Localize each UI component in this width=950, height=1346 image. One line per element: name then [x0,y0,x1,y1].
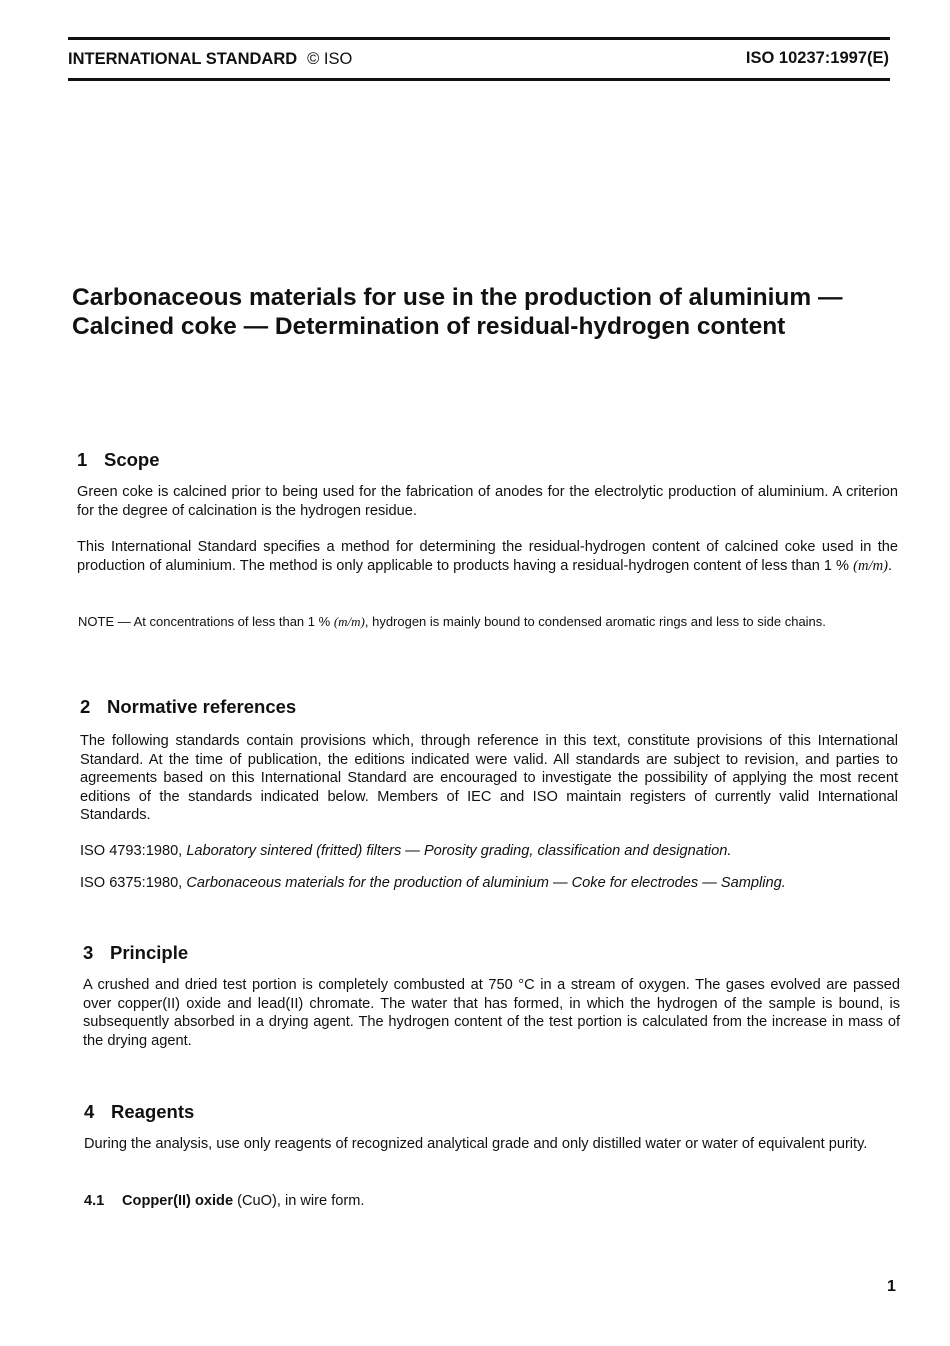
section-title: Scope [104,449,160,470]
principle-paragraph: A crushed and dried test portion is completely combusted at 750 °C in a stream of oxygen. The gases evolved are passed over copper(II) oxide and lead(II) chromate. The water that has formed, in which the hydrogen of the sample is bound, is subsequently absorbed in a drying agent. The hydrogen content of the test portion is calculated from the increase in mass of the drying agent. [83,977,900,1049]
item-number: 4.1 [84,1193,105,1209]
scope-note [78,612,898,631]
scope-p2-end: . [887,557,893,574]
section-title: Normative references [107,696,297,717]
section-heading-principle [83,942,188,964]
section-heading-reagents [84,1101,194,1123]
section-title: Principle [110,942,189,963]
normative-paragraph: The following standards contain provisions which, through reference in this text, constitute provisions of this International Standard. At the time of publication, the editions indicated were valid. All standards are subject to revision, and parties to agreements based on this International Standard are encouraged to investigate the possibility of applying the most recent editions of the standards indicated below. Members of IEC and ISO maintain registers of currently valid International Standards. [80,733,898,823]
header-standard-label [68,50,352,69]
reference-title: Laboratory sintered (fritted) filters — Porosity grading, classification and designation. [186,843,732,859]
section-number: 1 [77,449,88,470]
reagents-paragraph: During the analysis, use only reagents of recognized analytical grade and only distilled water or water of equivalent purity. [84,1136,868,1152]
normative-reference-1 [80,842,731,861]
scope-p2-text: This International Standard specifies a method for determining the residual-hydrogen content of calcined coke used in the production of aluminium. The method is only applicable to products having a residual-hydrogen content of less than 1 % [77,539,898,574]
reference-code: ISO 4793:1980, [80,843,183,859]
section-number: 2 [80,696,91,717]
title-line-1: Carbonaceous materials for use in the production of aluminium — [72,284,843,311]
header-top-rule [68,37,890,40]
section-number: 4 [84,1101,95,1122]
normative-reference-2 [80,874,786,893]
header-standard-number: ISO 10237:1997(E) [745,49,889,67]
section-title: Reagents [111,1101,195,1122]
section-number: 3 [83,942,94,963]
reference-title: Carbonaceous materials for the production of aluminium — Coke for electrodes — Sampling. [186,875,786,891]
scope-p2-unit: (m/m) [853,557,888,574]
scope-paragraph-2 [77,538,898,575]
section-heading-scope [77,449,160,471]
title-line-2: Calcined coke — Determination of residual-hydrogen content [72,313,786,340]
note-unit: (m/m) [333,614,365,629]
reagent-item-4-1 [84,1192,364,1211]
header-bottom-rule [68,78,890,81]
scope-paragraph-1: Green coke is calcined prior to being used for the fabrication of anodes for the electrolytic production of aluminium. A criterion for the degree of calcination is the hydrogen residue. [77,484,898,519]
header-type: INTERNATIONAL STANDARD [68,50,298,68]
page-number: 1 [887,1278,896,1295]
document-title [72,283,912,341]
note-text-a: NOTE — At concentrations of less than 1 % [78,614,331,629]
reference-code: ISO 6375:1980, [80,875,183,891]
item-description: (CuO), in wire form. [233,1193,365,1209]
header-copyright: © ISO [307,50,353,68]
item-name: Copper(II) oxide [122,1193,234,1209]
note-text-b: , hydrogen is mainly bound to condensed aromatic rings and less to side chains. [364,614,826,629]
section-heading-normative-references [80,696,296,718]
